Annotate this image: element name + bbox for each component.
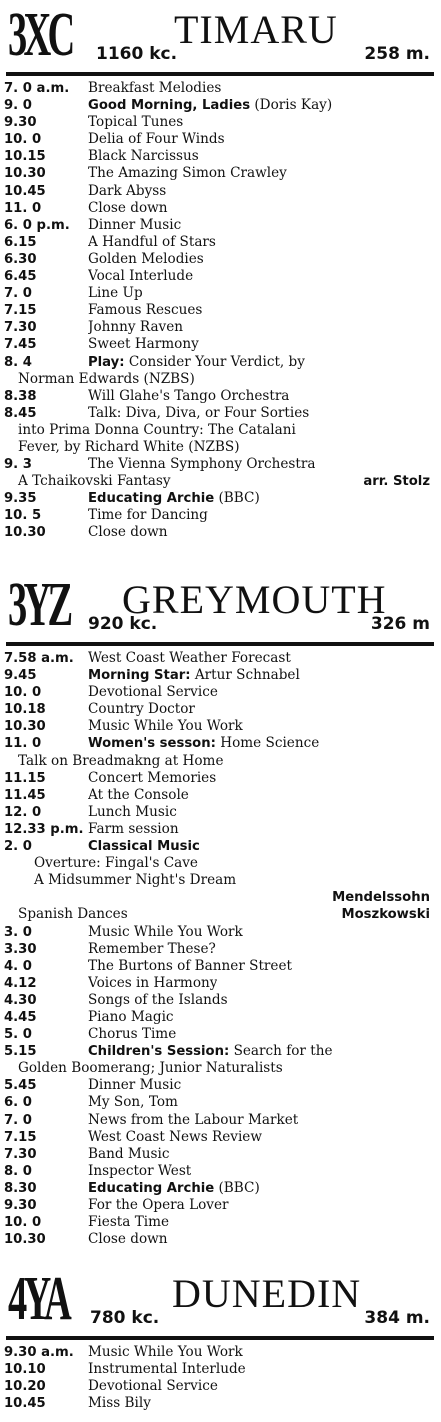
program-subitem [4, 473, 436, 490]
composer-credit: Mendelssohn [332, 890, 430, 906]
program-continuation: Fever, by Richard White (NZBS) [18, 438, 240, 455]
program-title [88, 1129, 262, 1146]
program-text: Devotional Service [88, 1378, 218, 1395]
call-sign: 4YA [8, 1265, 69, 1333]
program-title [88, 735, 319, 752]
subitem-title: Spanish Dances [18, 906, 128, 923]
schedule-row [4, 992, 436, 1009]
station-header [4, 1264, 436, 1336]
program-text: Delia of Four Winds [88, 131, 225, 148]
program-title [88, 1231, 168, 1248]
broadcast-time: 9.30 a.m. [4, 1345, 74, 1360]
program-text: Dinner Music [88, 1077, 182, 1094]
schedule-row [4, 319, 436, 336]
program-text: Close down [88, 1231, 168, 1248]
broadcast-time: 6.45 [4, 269, 37, 285]
schedule-row [4, 200, 436, 217]
schedule-row [4, 1214, 436, 1231]
schedule-row [4, 165, 436, 182]
program-title [88, 1361, 246, 1378]
program-title [88, 684, 218, 701]
schedule-row [4, 1231, 436, 1248]
program-text: Breakfast Melodies [88, 80, 222, 96]
program-title [88, 958, 292, 975]
program-title [88, 285, 143, 302]
station-listing [4, 1264, 436, 1412]
program-text: (BBC) [214, 1179, 260, 1196]
program-title [88, 405, 309, 422]
broadcast-time: 10.15 [4, 149, 46, 165]
program-title [88, 1026, 176, 1043]
schedule-row [4, 114, 436, 131]
frequency: 780 kc. [90, 1308, 160, 1328]
schedule-row [4, 650, 436, 667]
schedule-row [4, 667, 436, 684]
program-text: Black Narcissus [88, 148, 199, 165]
schedule-row [4, 958, 436, 975]
program-title [88, 1009, 174, 1026]
program-text: Home Science [215, 735, 320, 752]
program-title [88, 1043, 333, 1060]
program-continuation: Norman Edwards (NZBS) [18, 370, 195, 387]
broadcast-time: 4.45 [4, 1009, 37, 1025]
schedule-row [4, 821, 436, 838]
program-text: Voices in Harmony [88, 974, 218, 991]
program-text: Search for the [229, 1043, 333, 1060]
program-schedule [4, 1344, 436, 1412]
broadcast-time: 7.15 [4, 1129, 37, 1145]
program-schedule [4, 80, 436, 542]
broadcast-time: 10.45 [4, 183, 46, 199]
program-title [88, 268, 193, 285]
program-title [88, 524, 168, 541]
schedule-row [4, 787, 436, 804]
program-text: A Handful of Stars [88, 233, 216, 250]
program-heading: Classical Music [88, 839, 200, 855]
broadcast-time: 10. 0 [4, 1215, 42, 1231]
composer-credit: arr. Stolz [363, 474, 430, 490]
program-title [88, 924, 243, 941]
city-name: GREYMOUTH [122, 577, 387, 622]
program-heading: Women's sesson: [88, 736, 216, 752]
schedule-row [4, 336, 436, 353]
city-name: TIMARU [174, 7, 338, 52]
program-title [88, 114, 183, 131]
program-heading: Good Morning, Ladies [88, 98, 251, 114]
frequency: 1160 kc. [96, 44, 178, 64]
program-text: Consider Your Verdict, by [124, 353, 305, 370]
program-text: Talk: Diva, Diva, or Four Sorties [88, 404, 310, 421]
frequency: 920 kc. [88, 614, 158, 634]
program-continuation: Talk on Breadmakng at Home [18, 752, 224, 769]
program-title [88, 1214, 169, 1231]
schedule-row [4, 285, 436, 302]
schedule-row [4, 941, 436, 958]
broadcast-time: 11. 0 [4, 736, 42, 752]
wavelength: 326 m [370, 614, 430, 634]
broadcast-time: 8. 4 [4, 354, 32, 370]
subitem-title: A Tchaikovski Fantasy [18, 473, 171, 490]
program-title [88, 234, 216, 251]
program-text: My Son, Tom [88, 1094, 178, 1111]
program-text: Music While You Work [88, 923, 243, 940]
program-text: (BBC) [214, 490, 260, 507]
program-title [88, 148, 199, 165]
schedule-row [4, 701, 436, 718]
program-title [88, 787, 189, 804]
program-text: Dark Abyss [88, 182, 167, 199]
program-heading: Educating Archie [88, 1180, 215, 1196]
broadcast-time: 10.30 [4, 525, 46, 541]
schedule-row [4, 1026, 436, 1043]
broadcast-time: 5.15 [4, 1044, 37, 1060]
program-text: Music While You Work [88, 1344, 243, 1360]
schedule-row [4, 251, 436, 268]
program-title [88, 1077, 181, 1094]
program-text: Famous Rescues [88, 302, 203, 319]
program-title [88, 701, 195, 718]
schedule-row [4, 770, 436, 787]
program-heading: Children's Session: [88, 1044, 230, 1060]
program-title [88, 1112, 298, 1129]
program-text: Farm session [88, 820, 179, 837]
broadcast-time: 9.35 [4, 491, 37, 507]
program-title [88, 667, 300, 684]
broadcast-time: 5.45 [4, 1078, 37, 1094]
program-subitem [4, 906, 436, 923]
program-title [88, 131, 225, 148]
program-text: Close down [88, 524, 168, 541]
broadcast-time: 9. 3 [4, 457, 32, 473]
station-listing [4, 0, 436, 542]
schedule-row [4, 1112, 436, 1129]
program-title [88, 650, 291, 667]
program-title [88, 80, 221, 97]
program-heading: Morning Star: [88, 668, 191, 684]
broadcast-time: 6.30 [4, 251, 37, 267]
broadcast-time: 10. 0 [4, 132, 42, 148]
program-text: Piano Magic [88, 1008, 174, 1025]
broadcast-time: 7. 0 [4, 286, 32, 302]
broadcast-time: 7. 0 [4, 1112, 32, 1128]
program-title [88, 1378, 218, 1395]
schedule-row [4, 456, 436, 473]
broadcast-time: 10. 0 [4, 685, 42, 701]
program-text: Line Up [88, 285, 143, 302]
program-title [88, 941, 216, 958]
schedule-row [4, 234, 436, 251]
program-text: Sweet Harmony [88, 336, 199, 353]
program-text: Instrumental Interlude [88, 1361, 246, 1378]
program-subitem: A Midsummer Night's Dream [34, 872, 237, 889]
broadcast-time: 10.30 [4, 166, 46, 182]
program-text: Lunch Music [88, 803, 177, 820]
program-title [88, 1146, 169, 1163]
header-rule [6, 642, 434, 646]
program-text: Inspector West [88, 1162, 192, 1179]
program-title [88, 388, 289, 405]
program-text: Remember These? [88, 940, 216, 957]
broadcast-time: 7. 0 a.m. [4, 81, 70, 96]
broadcast-time: 10.10 [4, 1362, 46, 1378]
broadcast-time: 12. 0 [4, 804, 42, 820]
program-text: Close down [88, 199, 168, 216]
broadcast-time: 9.45 [4, 668, 37, 684]
program-text: West Coast News Review [88, 1128, 262, 1145]
wavelength: 258 m. [364, 44, 430, 64]
broadcast-time: 3.30 [4, 941, 37, 957]
schedule-row [4, 405, 436, 422]
schedule-row [4, 684, 436, 701]
program-text: Band Music [88, 1145, 170, 1162]
program-text: For the Opera Lover [88, 1197, 229, 1213]
broadcast-time: 12.33 p.m. [4, 821, 84, 837]
schedule-row [4, 268, 436, 285]
broadcast-time: 8.45 [4, 405, 37, 421]
program-text: At the Console [88, 786, 189, 803]
schedule-row [4, 131, 436, 148]
schedule-row [4, 507, 436, 524]
schedule-row [4, 975, 436, 992]
schedule-row [4, 924, 436, 941]
schedule-row [4, 1009, 436, 1026]
program-title [88, 804, 177, 821]
program-text: News from the Labour Market [88, 1111, 299, 1128]
program-text: Time for Dancing [88, 507, 208, 524]
broadcast-time: 8.38 [4, 388, 37, 404]
schedule-row [4, 148, 436, 165]
schedule-row [4, 1197, 436, 1214]
broadcast-time: 11.15 [4, 770, 46, 786]
broadcast-time: 7.30 [4, 1146, 37, 1162]
header-rule [6, 72, 434, 76]
broadcast-time: 10.45 [4, 1396, 46, 1412]
program-text: Dinner Music [88, 216, 182, 233]
program-title [88, 975, 217, 992]
broadcast-time: 7.58 a.m. [4, 651, 74, 666]
program-heading: Play: [88, 354, 125, 370]
program-text: Country Doctor [88, 701, 195, 718]
broadcast-time: 10.30 [4, 1232, 46, 1248]
program-title [88, 718, 243, 735]
schedule-row [4, 524, 436, 541]
city-name: DUNEDIN [172, 1271, 362, 1316]
broadcast-time: 4. 0 [4, 958, 32, 974]
program-schedule [4, 650, 436, 1248]
schedule-row [4, 217, 436, 234]
schedule-row [4, 1043, 436, 1060]
program-continuation: Golden Boomerang; Junior Naturalists [18, 1060, 283, 1077]
program-text: Golden Melodies [88, 250, 204, 267]
program-text: West Coast Weather Forecast [88, 650, 291, 666]
program-title [88, 1395, 151, 1412]
broadcast-time: 7.30 [4, 320, 37, 336]
program-text: Will Glahe's Tango Orchestra [88, 387, 290, 404]
broadcast-time: 10.20 [4, 1379, 46, 1395]
broadcast-time: 8.30 [4, 1180, 37, 1196]
program-title [88, 821, 179, 838]
station-header [4, 570, 436, 642]
broadcast-time: 11. 0 [4, 200, 42, 216]
broadcast-time: 7.15 [4, 303, 37, 319]
broadcast-time: 9.30 [4, 115, 37, 131]
schedule-row [4, 183, 436, 200]
program-text: Artur Schnabel [190, 667, 300, 684]
schedule-row [4, 97, 436, 114]
broadcast-time: 2. 0 [4, 839, 32, 855]
program-text: Songs of the Islands [88, 991, 228, 1008]
schedule-row [4, 1094, 436, 1111]
broadcast-time: 4.12 [4, 975, 37, 991]
program-title [88, 336, 199, 353]
program-text: Devotional Service [88, 684, 218, 701]
broadcast-time: 9.30 [4, 1198, 37, 1213]
schedule-row [4, 1129, 436, 1146]
program-title [88, 165, 287, 182]
broadcast-time: 6. 0 [4, 1095, 32, 1111]
broadcast-time: 10.18 [4, 702, 46, 718]
broadcast-time: 3. 0 [4, 924, 32, 940]
schedule-row [4, 718, 436, 735]
program-text: Fiesta Time [88, 1214, 170, 1231]
program-title [88, 1163, 191, 1180]
schedule-row [4, 302, 436, 319]
station-listing [4, 570, 436, 1248]
program-subitem: Overture: Fingal's Cave [34, 855, 198, 872]
schedule-row [4, 1378, 436, 1395]
program-title [88, 507, 208, 524]
program-text: The Burtons of Banner Street [88, 957, 292, 974]
program-title [88, 251, 204, 268]
schedule-row [4, 1344, 436, 1361]
broadcast-time: 6. 0 p.m. [4, 217, 70, 233]
schedule-row [4, 1163, 436, 1180]
schedule-row [4, 1146, 436, 1163]
schedule-row [4, 80, 436, 97]
program-title [88, 456, 315, 473]
program-text: (Doris Kay) [250, 97, 333, 114]
broadcast-time: 8. 0 [4, 1163, 32, 1179]
broadcast-time: 6.15 [4, 234, 37, 250]
program-text: Johnny Raven [88, 319, 184, 336]
broadcast-time: 7.45 [4, 337, 37, 353]
program-title [88, 770, 216, 787]
program-title [88, 1094, 178, 1111]
program-heading: Educating Archie [88, 491, 215, 507]
broadcast-time: 11.45 [4, 787, 46, 803]
schedule-row [4, 388, 436, 405]
program-text: Topical Tunes [88, 114, 184, 131]
program-text: Miss Bily [88, 1395, 151, 1412]
program-text: The Vienna Symphony Orchestra [88, 456, 316, 473]
program-title [88, 838, 200, 855]
broadcast-time: 9. 0 [4, 98, 32, 114]
program-title [88, 319, 183, 336]
broadcast-time: 10. 5 [4, 508, 42, 524]
program-title [88, 200, 168, 217]
program-text: Concert Memories [88, 769, 217, 786]
program-title [88, 354, 305, 371]
program-title [88, 1197, 229, 1214]
schedule-row [4, 1180, 436, 1197]
schedule-row [4, 1395, 436, 1412]
schedule-row [4, 838, 436, 855]
program-continuation: into Prima Donna Country: The Catalani [18, 421, 296, 438]
schedule-row [4, 735, 436, 752]
schedule-row [4, 1361, 436, 1378]
wavelength: 384 m. [364, 1308, 430, 1328]
program-text: Music While You Work [88, 718, 243, 735]
program-title [88, 490, 260, 507]
broadcast-time: 10.30 [4, 719, 46, 735]
broadcast-time: 5. 0 [4, 1027, 32, 1043]
program-title [88, 302, 202, 319]
schedule-row [4, 354, 436, 371]
composer-credit: Moszkowski [341, 907, 430, 923]
program-title [88, 992, 228, 1009]
station-header [4, 0, 436, 72]
program-title [88, 183, 166, 200]
program-title [88, 97, 332, 114]
program-text: Chorus Time [88, 1026, 177, 1043]
program-text: The Amazing Simon Crawley [88, 165, 287, 182]
program-text: Vocal Interlude [88, 268, 194, 285]
program-title [88, 1180, 260, 1197]
call-sign: 3XC [8, 1, 72, 69]
program-title [88, 217, 181, 234]
call-sign: 3YZ [8, 571, 70, 639]
header-rule [6, 1336, 434, 1340]
program-title [88, 1344, 243, 1361]
schedule-row [4, 1077, 436, 1094]
broadcast-time: 4.30 [4, 992, 37, 1008]
schedule-row [4, 804, 436, 821]
schedule-row [4, 490, 436, 507]
